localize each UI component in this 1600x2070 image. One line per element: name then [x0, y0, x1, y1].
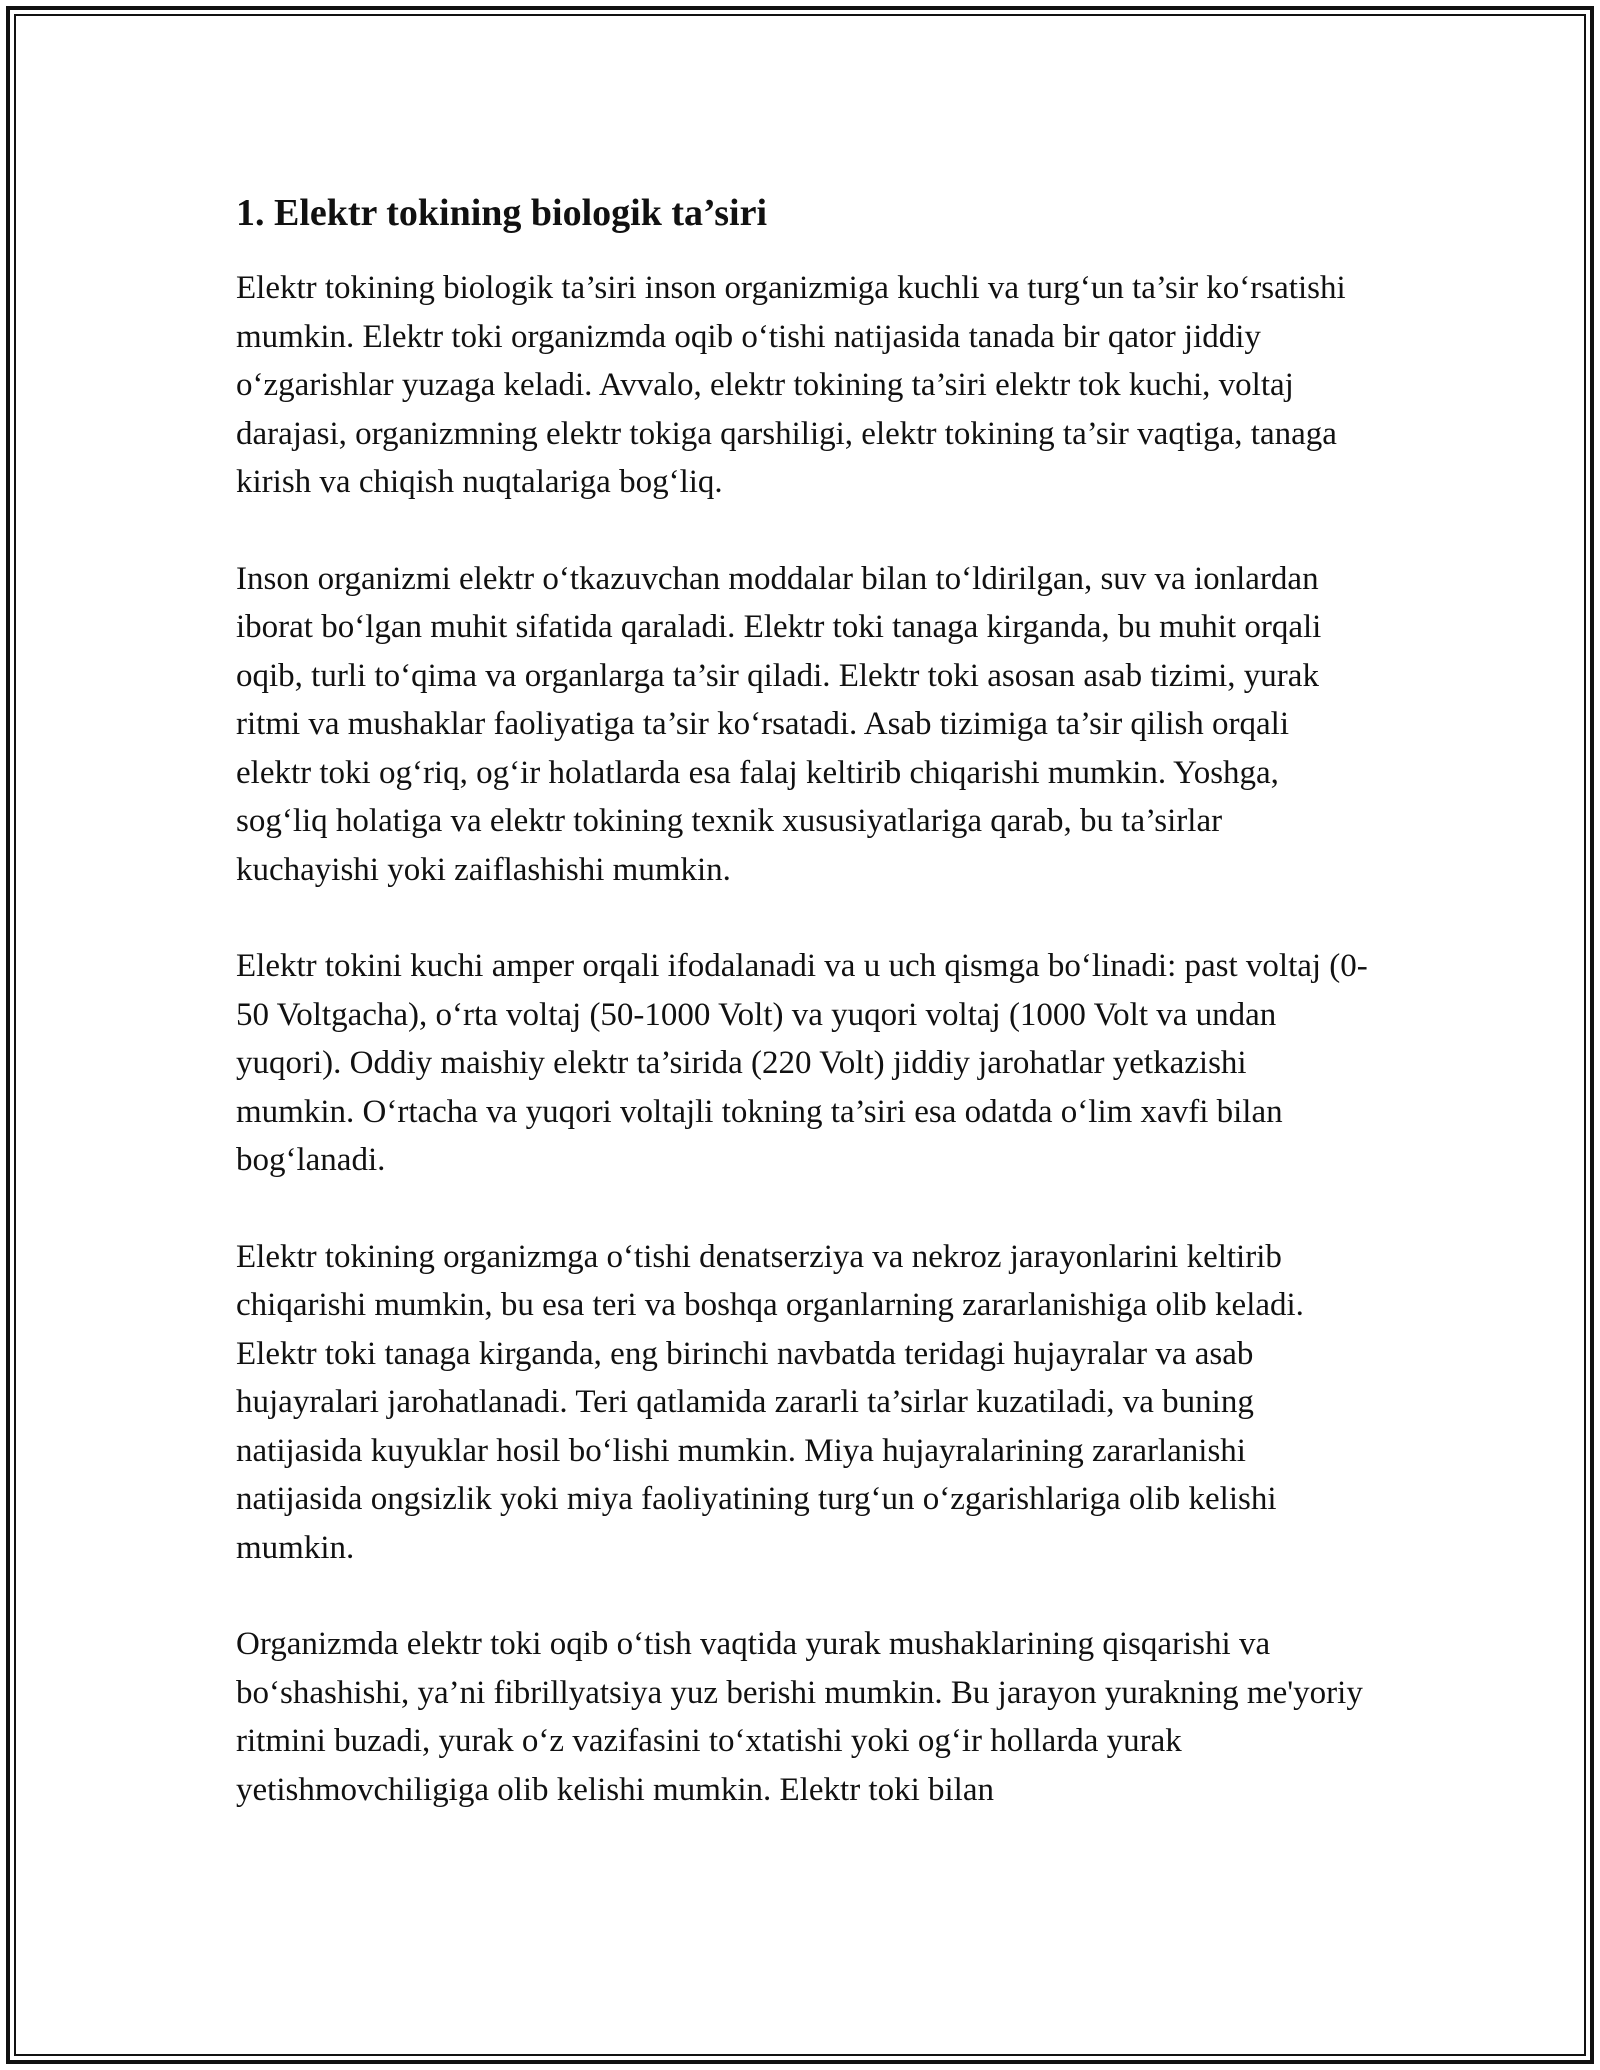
paragraph-4: Elektr tokining organizmga o‘tishi denatserziya va nekroz jarayonlarini keltirib chiqarishi mumkin, bu esa teri va boshqa organlarning zararlanishiga olib keladi. Elektr toki tanaga kirganda, eng birinchi navbatda teridagi hujayralar va asab hujayralari jarohatlanadi. Teri qatlamida zararli ta’sirlar kuzatiladi, va buning natijasida kuyuklar hosil bo‘lishi mumkin. Miya hujayralarining zararlanishi natijasida ongsizlik yoki miya faoliyatining turg‘un o‘zgarishlariga olib kelishi mumkin. — [236, 1238, 1304, 1566]
paragraph-3: Elektr tokini kuchi amper orqali ifodalanadi va u uch qismga bo‘linadi: past voltaj (0-50 Voltgacha), o‘rta voltaj (50-1000 Volt) va yuqori voltaj (1000 Volt va undan yuqori). Oddiy maishiy elektr ta’sirida (220 Volt) jiddiy jarohatlar yetkazishi mumkin. O‘rtacha va yuqori voltajli tokning ta’siri esa odatda o‘lim xavfi bilan bog‘lanadi. — [236, 948, 1368, 1178]
paragraph-1: Elektr tokining biologik ta’siri inson organizmiga kuchli va turg‘un ta’sir ko‘rsatishi mumkin. Elektr toki organizmda oqib o‘tishi natijasida tanada bir qator jiddiy o‘zgarishlar yuzaga keladi. Avvalo, elektr tokining ta’siri elektr tok kuchi, voltaj darajasi, organizmning elektr tokiga qarshiligi, elektr tokining ta’sir vaqtiga, tanaga kirish va chiqish nuqtalariga bog‘liq. — [236, 270, 1346, 500]
paragraph-5: Organizmda elektr toki oqib o‘tish vaqtida yurak mushaklarining qisqarishi va bo‘shashishi, ya’ni fibrillyatsiya yuz berishi mumkin. Bu jarayon yurakning me'yoriy ritmini buzadi, yurak o‘z vazifasini to‘xtatishi yoki og‘ir hollarda yurak yetishmovchiligiga olib kelishi mumkin. Elektr toki bilan — [236, 1626, 1363, 1808]
paragraph-2: Inson organizmi elektr o‘tkazuvchan moddalar bilan to‘ldirilgan, suv va ionlardan iborat bo‘lgan muhit sifatida qaraladi. Elektr toki tanaga kirganda, bu muhit orqali oqib, turli to‘qima va organlarga ta’sir qiladi. Elektr toki asosan asab tizimi, yurak ritmi va mushaklar faoliyatiga ta’sir ko‘rsatadi. Asab tizimiga ta’sir qilish orqali elektr toki og‘riq, og‘ir holatlarda esa falaj keltirib chiqarishi mumkin. Yoshga, sog‘liq holatiga va elektr tokining texnik xususiyatlariga qarab, bu ta’sirlar kuchayishi yoki zaiflashishi mumkin. — [236, 560, 1322, 888]
section-heading: 1. Elektr tokining biologik ta’siri — [236, 192, 768, 234]
document-body — [236, 186, 1368, 1862]
